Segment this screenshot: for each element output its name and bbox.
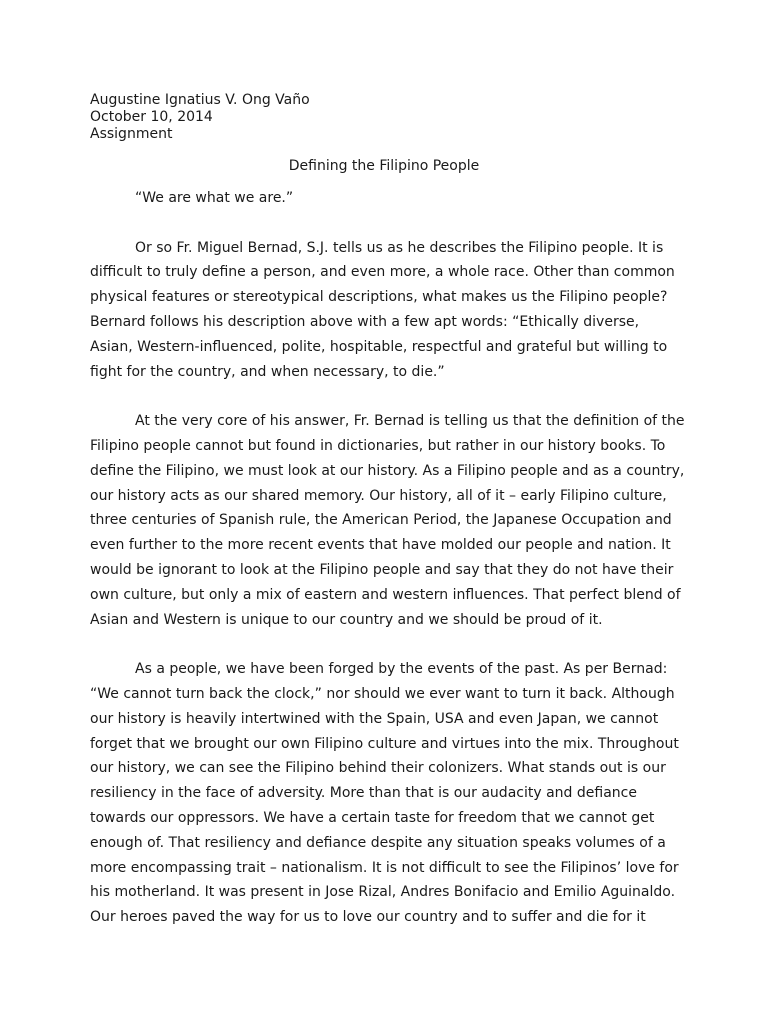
paragraph-line: physical features or stereotypical descriptions, what makes us the Filipino people? [90, 289, 668, 306]
paragraph-line: our history is heavily intertwined with the Spain, USA and even Japan, we cannot [90, 710, 659, 727]
paragraph-line: three centuries of Spanish rule, the American Period, the Japanese Occupation and [90, 512, 672, 529]
paragraph-line: our history, we can see the Filipino behind their colonizers. What stands out is our [90, 760, 666, 777]
paragraph-line: towards our oppressors. We have a certain taste for freedom that we cannot get [90, 809, 655, 826]
document-header [90, 92, 310, 143]
paragraph-line: difficult to truly define a person, and even more, a whole race. Other than common [90, 264, 675, 281]
paragraph-line: Filipino people cannot but found in dictionaries, but rather in our history books. To [90, 437, 666, 454]
paragraph-line: our history acts as our shared memory. Our history, all of it – early Filipino culture, [90, 487, 667, 504]
paragraph-3 [90, 409, 690, 632]
paragraph-line: “We are what we are.” [135, 190, 294, 206]
paragraph-line: define the Filipino, we must look at our history. As a Filipino people and as a country, [90, 462, 685, 479]
document-date: October 10, 2014 [90, 109, 213, 125]
document-title: Defining the Filipino People [288, 158, 480, 174]
paragraph-line: fight for the country, and when necessary, to die.” [90, 363, 445, 380]
paragraph-line: would be ignorant to look at the Filipino people and say that they do not have their [90, 561, 674, 578]
paragraph-line: “We cannot turn back the clock,” nor should we ever want to turn it back. Although [90, 685, 675, 702]
paragraph-line: Bernard follows his description above with a few apt words: “Ethically diverse, [90, 313, 640, 330]
paragraph-line: As a people, we have been forged by the events of the past. As per Bernad: [135, 661, 668, 678]
document-body [90, 186, 690, 930]
paragraph-2 [90, 236, 690, 385]
paragraph-line: his motherland. It was present in Jose Rizal, Andres Bonifacio and Emilio Aguinaldo. [90, 884, 676, 901]
paragraph-line: own culture, but only a mix of eastern and western influences. That perfect blend of [90, 586, 681, 603]
paragraph-line: enough of. That resiliency and defiance despite any situation speaks volumes of a [90, 834, 666, 851]
paragraph-line: forget that we brought our own Filipino culture and virtues into the mix. Throughout [90, 735, 679, 752]
document-type: Assignment [90, 126, 173, 142]
paragraph-line: even further to the more recent events that have molded our people and nation. It [90, 537, 671, 554]
paragraph-line: resiliency in the face of adversity. More than that is our audacity and defiance [90, 785, 637, 802]
paragraph-4 [90, 657, 690, 930]
paragraph-line: Asian, Western-influenced, polite, hospitable, respectful and grateful but willing to [90, 338, 668, 355]
paragraph-1 [90, 186, 690, 211]
paragraph-line: Our heroes paved the way for us to love our country and to suffer and die for it [90, 909, 646, 926]
paragraph-line: At the very core of his answer, Fr. Bernad is telling us that the definition of the [135, 413, 685, 430]
author-name: Augustine Ignatius V. Ong Vaño [90, 92, 310, 108]
paragraph-line: Or so Fr. Miguel Bernad, S.J. tells us as he describes the Filipino people. It is [135, 239, 664, 256]
paragraph-line: more encompassing trait – nationalism. It is not difficult to see the Filipinos’ love for [90, 859, 679, 876]
paragraph-line: Asian and Western is unique to our country and we should be proud of it. [90, 611, 603, 628]
